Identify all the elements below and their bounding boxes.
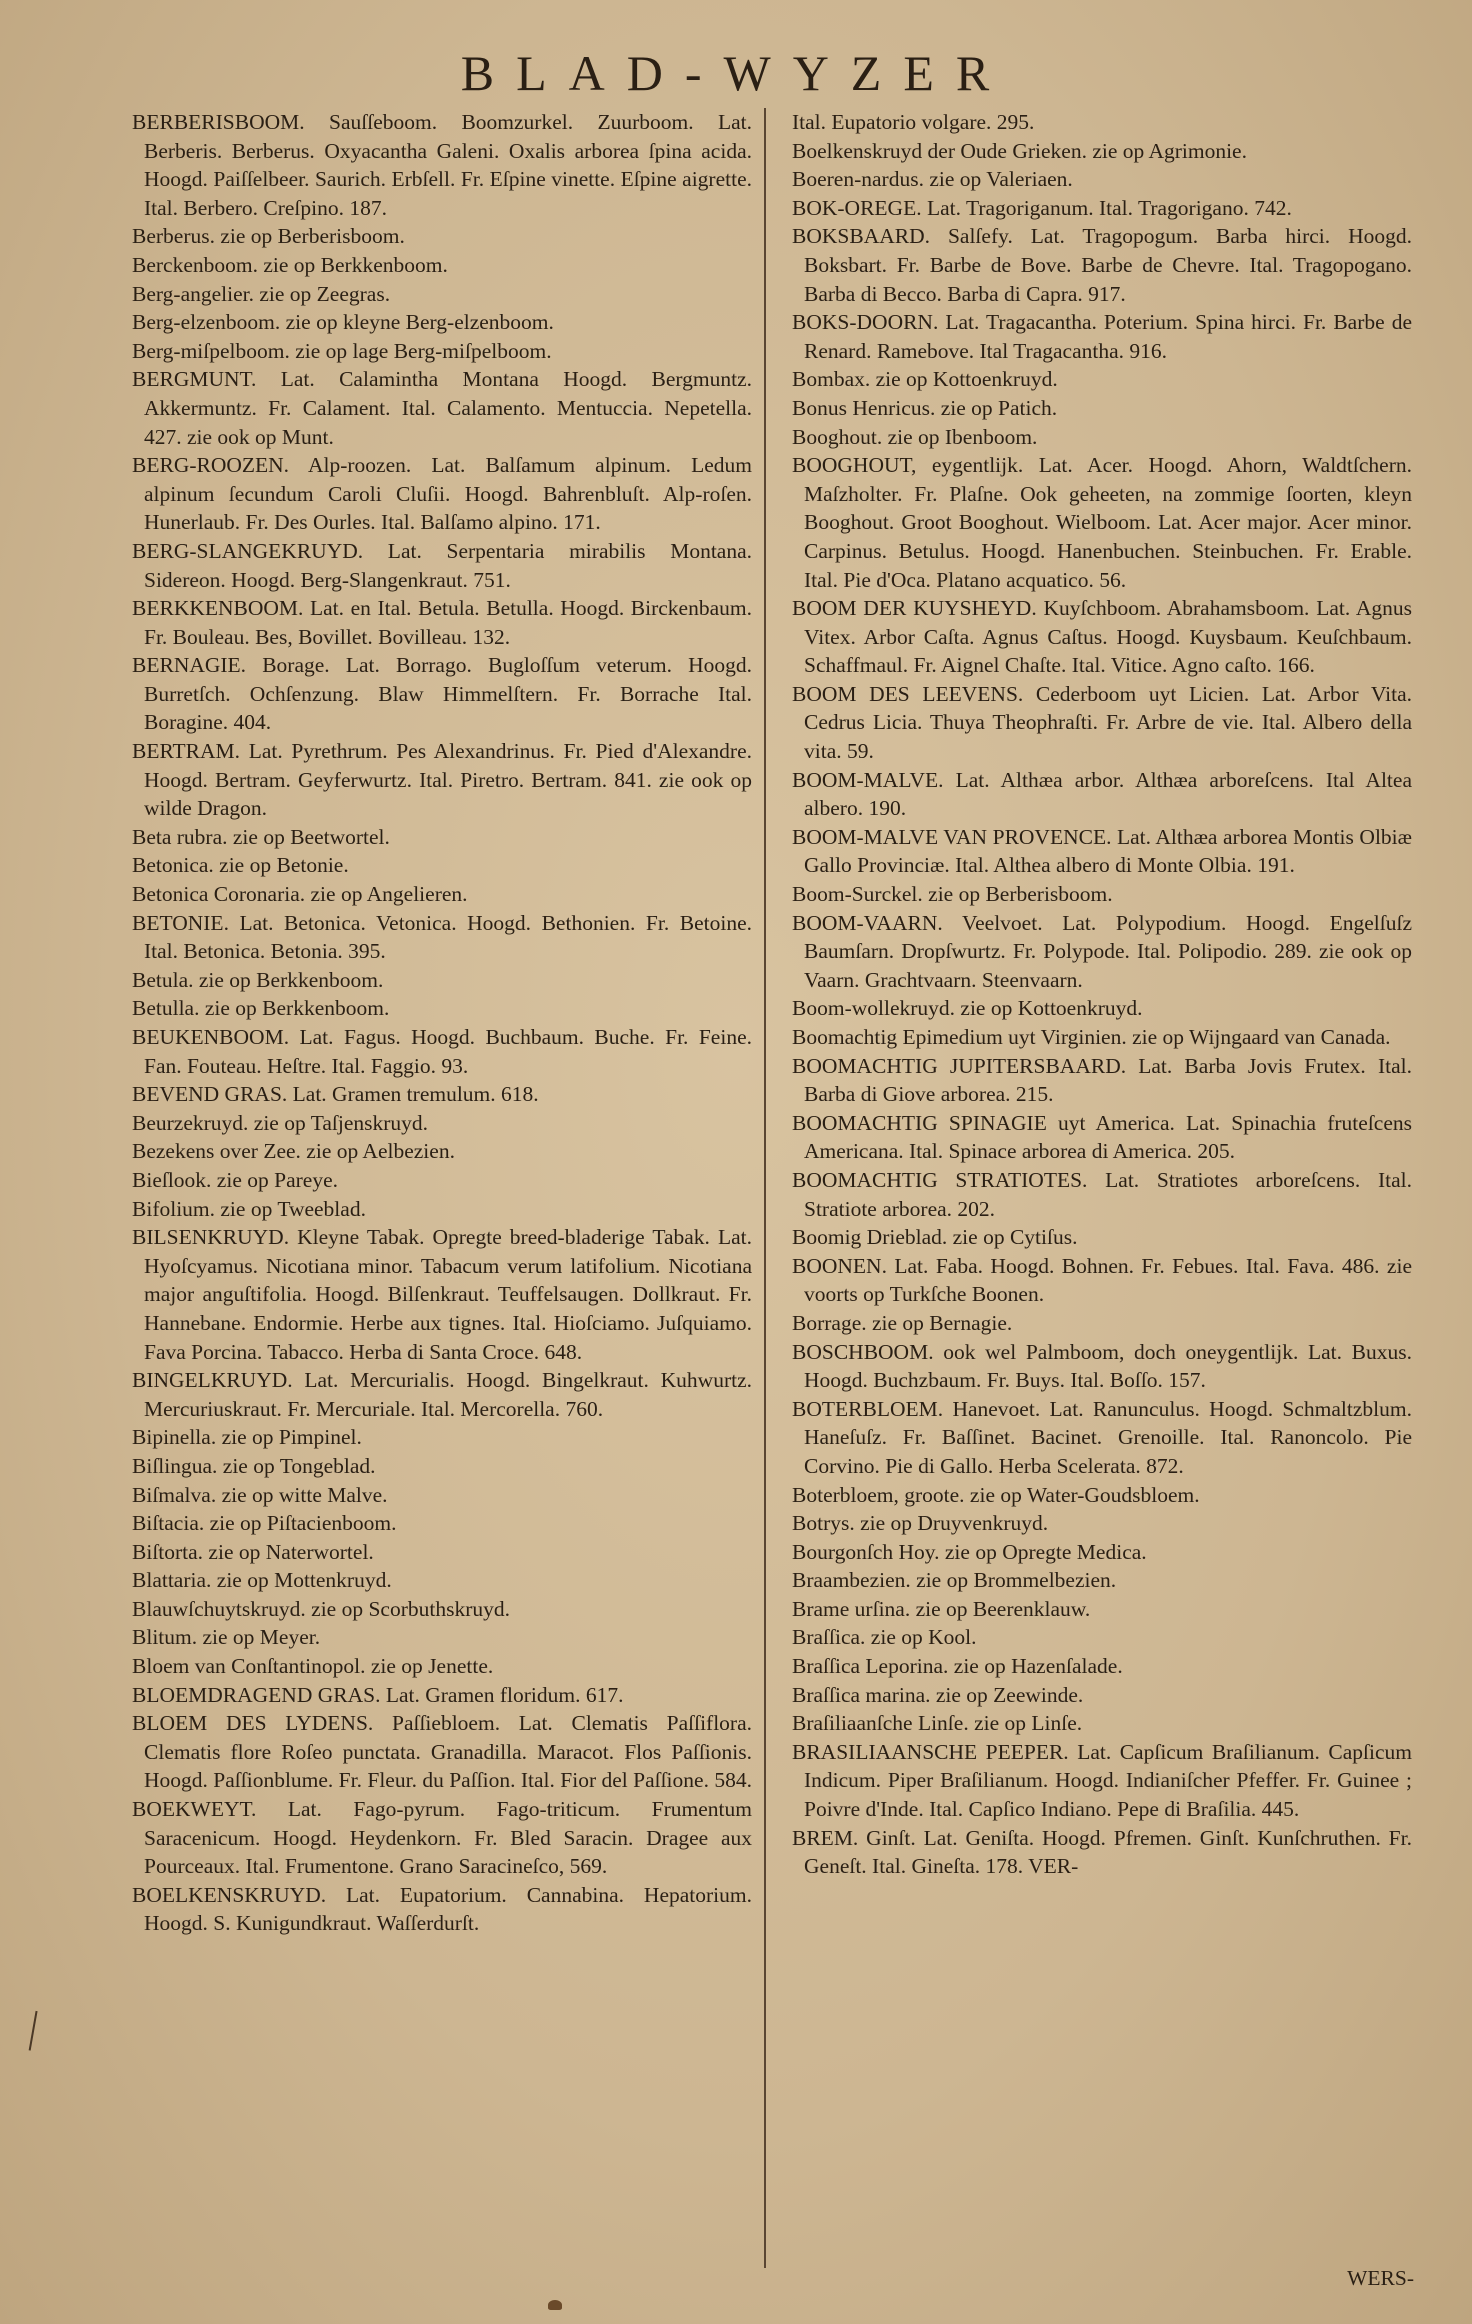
index-entry: Betula. zie op Berkkenboom. [132, 967, 384, 992]
index-entry: Biſtacia. zie op Piſtacienboom. [132, 1511, 397, 1536]
index-entry: BERG-SLANGEKRUYD. Lat. Serpentaria mirabilis Montana. Sidereon. Hoogd. Berg-Slangenkraut. 751. [132, 538, 752, 592]
index-entry: Braambezien. zie op Brommelbezien. [792, 1568, 1117, 1593]
index-entry: BOELKENSKRUYD. Lat. Eupatorium. Cannabina. Hepatorium. Hoogd. S. Kunigundkraut. Waſſerdurſt. [132, 1882, 752, 1936]
index-entry: Betulla. zie op Berkkenboom. [132, 996, 390, 1021]
index-entry: Blitum. zie op Meyer. [132, 1625, 321, 1650]
index-entry: BOKS-DOORN. Lat. Tragacantha. Poterium. Spina hirci. Fr. Barbe de Renard. Ramebove. Ital Tragacantha. 916. [792, 310, 1412, 363]
index-entry: BRASILIAANSCHE PEEPER. Lat. Capſicum Braſilianum. Capſicum Indicum. Piper Braſilianum. Hoogd. Indianiſcher Pfeffer. Fr. Guinee ; Poivre d'Inde. Ital. Capſico Indiano. Pepe di Braſilia. 445. [792, 1739, 1412, 1822]
index-entry: Boterbloem, groote. zie op Water-Goudsbloem. [792, 1482, 1200, 1507]
index-entry: Boom-Surckel. zie op Berberisboom. [792, 882, 1113, 907]
index-entry: Bezekens over Zee. zie op Aelbezien. [132, 1139, 455, 1164]
index-entry: Bieſlook. zie op Pareye. [132, 1167, 338, 1192]
index-entry: Berberus. zie op Berberisboom. [132, 224, 405, 249]
index-entry: BERNAGIE. Borage. Lat. Borrago. Bugloſſum veterum. Hoogd. Burretſch. Ochſenzung. Blaw Himmelſtern. Fr. Borrache Ital. Boragine. 404. [132, 653, 752, 735]
index-entry: BEVEND GRAS. Lat. Gramen tremulum. 618. [132, 1082, 539, 1107]
index-entry: BERBERISBOOM. Sauſſeboom. Boomzurkel. Zuurboom. Lat. Berberis. Berberus. Oxyacantha Galeni. Oxalis arborea ſpina acida. Hoogd. Paiſſelbeer. Saurich. Erbſell. Fr. Eſpine vinette. Eſpine aigrette. Ital. Berbero. Creſpino. 187. [132, 110, 752, 220]
index-entry: Biſtorta. zie op Naterwortel. [132, 1539, 374, 1564]
index-entry: Bifolium. zie op Tweeblad. [132, 1196, 366, 1221]
bottom-ornament [548, 2300, 562, 2310]
index-entry: Beurzekruyd. zie op Taſjenskruyd. [132, 1110, 429, 1135]
index-entry: BOOM-VAARN. Veelvoet. Lat. Polypodium. Hoogd. Engelſuſz Baumſarn. Dropſwurtz. Fr. Polypode. Ital. Polipodio. 289. zie ook op Vaarn. Grachtvaarn. Steenvaarn. [792, 910, 1412, 992]
index-entry: Bloem van Conſtantinopol. zie op Jenette. [132, 1654, 494, 1679]
index-entry: Boom-wollekruyd. zie op Kottoenkruyd. [792, 996, 1143, 1021]
index-entry: Blauwſchuytskruyd. zie op Scorbuthskruyd. [132, 1596, 510, 1621]
index-entry: BERG-ROOZEN. Alp-roozen. Lat. Balſamum alpinum. Ledum alpinum ſecundum Caroli Cluſii. Hoogd. Bahrenbluſt. Alp-roſen. Hunerlaub. Fr. Des Ourles. Ital. Balſamo alpino. 171. [132, 453, 752, 535]
index-entry: Boomig Drieblad. zie op Cytiſus. [792, 1225, 1078, 1250]
index-entry: Borrage. zie op Bernagie. [792, 1310, 1013, 1335]
index-entry: BOOM-MALVE. Lat. Althæa arbor. Althæa arboreſcens. Ital Altea albero. 190. [792, 767, 1412, 821]
index-entry: Bourgonſch Hoy. zie op Opregte Medica. [792, 1539, 1147, 1564]
index-entry: Blattaria. zie op Mottenkruyd. [132, 1568, 392, 1593]
index-entry: BLOEMDRAGEND GRAS. Lat. Gramen floridum. 617. [132, 1682, 624, 1707]
index-entry: BINGELKRUYD. Lat. Mercurialis. Hoogd. Bingelkraut. Kuhwurtz. Mercuriuskraut. Fr. Mercuriale. Ital. Mercorella. 760. [132, 1368, 752, 1421]
index-entry: BOKSBAARD. Salſefy. Lat. Tragopogum. Barba hirci. Hoogd. Boksbart. Fr. Barbe de Bove. Barbe de Chevre. Ital. Tragopogano. Barba di Becco. Barba di Capra. 917. [792, 224, 1412, 306]
page-title: BLAD-WYZER [460, 45, 1012, 101]
index-entry: Bipinella. zie op Pimpinel. [132, 1425, 362, 1450]
margin-pen-mark [29, 2011, 52, 2053]
index-entry: Boeren-nardus. zie op Valeriaen. [792, 167, 1073, 192]
index-entry: BOONEN. Lat. Faba. Hoogd. Bohnen. Fr. Febues. Ital. Fava. 486. zie voorts op Turkſche Boonen. [792, 1253, 1412, 1307]
index-entry: Boelkenskruyd der Oude Grieken. zie op Agrimonie. [792, 138, 1247, 163]
catchword: WERS- [1347, 2266, 1414, 2290]
index-entry: BOOMACHTIG JUPITERSBAARD. Lat. Barba Jovis Frutex. Ital. Barba di Giove arborea. 215. [792, 1053, 1412, 1107]
index-entry: BOEKWEYT. Lat. Fago-pyrum. Fago-triticum. Frumentum Saracenicum. Hoogd. Heydenkorn. Fr. Bled Saracin. Dragee aux Pourceaux. Ital. Frumentone. Grano Saracineſco, 569. [132, 1797, 752, 1879]
index-entry: BILSENKRUYD. Kleyne Tabak. Opregte breed-bladerige Tabak. Lat. Hyoſcyamus. Nicotiana minor. Tabacum verum latifolium. Nicotiana major anguſtifolia. Hoogd. Bilſenkraut. Teuffelsaugen. Dollkraut. Fr. Hannebane. Endormie. Herbe aux tignes. Ital. Hioſciamo. Juſquiamo. Fava Porcina. Tabacco. Herba di Santa Croce. 648. [132, 1225, 752, 1364]
index-entry: BOOMACHTIG STRATIOTES. Lat. Stratiotes arboreſcens. Ital. Stratiote arborea. 202. [792, 1167, 1412, 1221]
index-entry: Bombax. zie op Kottoenkruyd. [792, 367, 1058, 392]
index-entry: Berckenboom. zie op Berkkenboom. [132, 252, 448, 277]
index-entry: BOSCHBOOM. ook wel Palmboom, doch oneygentlijk. Lat. Buxus. Hoogd. Buchzbaum. Fr. Buys. Ital. Boſſo. 157. [792, 1339, 1412, 1393]
index-entry: BERGMUNT. Lat. Calamintha Montana Hoogd. Bergmuntz. Akkermuntz. Fr. Calament. Ital. Calamento. Mentuccia. Nepetella. 427. zie ook op Munt. [132, 367, 752, 449]
index-entry: Berg-elzenboom. zie op kleyne Berg-elzenboom. [132, 310, 554, 335]
index-entry: BERTRAM. Lat. Pyrethrum. Pes Alexandrinus. Fr. Pied d'Alexandre. Hoogd. Bertram. Geyferwurtz. Ital. Piretro. Bertram. 841. zie ook op wilde Dragon. [132, 739, 752, 821]
index-entry: Betonica Coronaria. zie op Angelieren. [132, 882, 468, 907]
index-entry: Betonica. zie op Betonie. [132, 853, 349, 878]
index-entry: Botrys. zie op Druyvenkruyd. [792, 1511, 1049, 1536]
index-entry: BOOGHOUT, eygentlijk. Lat. Acer. Hoogd. Ahorn, Waldtſchern. Maſzholter. Fr. Plaſne. Ook geheeten, na zommige ſoorten, kleyn Booghout. Groot Booghout. Wielboom. Lat. Acer major. Acer minor. Carpinus. Betulus. Hoogd. Hanenbuchen. Steinbuchen. Fr. Erable. Ital. Pie d'Oca. Platano acquatico. 56. [792, 453, 1412, 592]
index-entry: Bonus Henricus. zie op Patich. [792, 395, 1058, 420]
column-divider [764, 108, 766, 2268]
index-entry: BOOM DER KUYSHEYD. Kuyſchboom. Abrahamsboom. Lat. Agnus Vitex. Arbor Caſta. Agnus Caſtus. Hoogd. Kuysbaum. Keuſchbaum. Schaffmaul. Fr. Aignel Chaſte. Ital. Vitice. Agno caſto. 166. [792, 596, 1412, 678]
index-entry: Braſſica. zie op Kool. [792, 1625, 977, 1650]
index-entry: Boomachtig Epimedium uyt Virginien. zie op Wijngaard van Canada. [792, 1025, 1391, 1049]
index-entry: Brame urſina. zie op Beerenklauw. [792, 1596, 1091, 1621]
index-entry: BOTERBLOEM. Hanevoet. Lat. Ranunculus. Hoogd. Schmaltzblum. Haneſuſz. Fr. Baſſinet. Bacinet. Grenoille. Ital. Ranoncolo. Pie Corvino. Pie di Gallo. Herba Scelerata. 872. [792, 1396, 1412, 1478]
left-column [132, 108, 752, 1938]
index-entry: Braſſica marina. zie op Zeewinde. [792, 1682, 1084, 1707]
index-entry: BOOM DES LEEVENS. Cederboom uyt Licien. Lat. Arbor Vita. Cedrus Licia. Thuya Theophraſti. Fr. Arbre de vie. Ital. Albero della vita. 59. [792, 681, 1412, 764]
index-entry: BOOMACHTIG SPINAGIE uyt America. Lat. Spinachia fruteſcens Americana. Ital. Spinace arborea di America. 205. [792, 1110, 1412, 1164]
index-entry: Berg-miſpelboom. zie op lage Berg-miſpelboom. [132, 338, 552, 363]
index-entry: BOOM-MALVE VAN PROVENCE. Lat. Althæa arborea Montis Olbiæ Gallo Provinciæ. Ital. Althea albero di Monte Olbia. 191. [792, 824, 1412, 878]
index-entry: Biſmalva. zie op witte Malve. [132, 1482, 388, 1507]
index-entry: BETONIE. Lat. Betonica. Vetonica. Hoogd. Bethonien. Fr. Betoine. Ital. Betonica. Betonia. 395. [132, 910, 752, 964]
index-entry: Ital. Eupatorio volgare. 295. [792, 110, 1035, 134]
index-entry: Braſſica Leporina. zie op Hazenſalade. [792, 1654, 1123, 1679]
index-entry: Braſiliaanſche Linſe. zie op Linſe. [792, 1711, 1083, 1736]
index-entry: BERKKENBOOM. Lat. en Ital. Betula. Betulla. Hoogd. Birckenbaum. Fr. Bouleau. Bes, Bovillet. Bovilleau. 132. [132, 596, 752, 649]
index-entry: BEUKENBOOM. Lat. Fagus. Hoogd. Buchbaum. Buche. Fr. Feine. Fan. Fouteau. Heſtre. Ital. Faggio. 93. [132, 1025, 752, 1078]
index-entry: BLOEM DES LYDENS. Paſſiebloem. Lat. Clematis Paſſiflora. Clematis flore Roſeo punctata. Granadilla. Maracot. Flos Paſſionis. Hoogd. Paſſionblume. Fr. Fleur. du Paſſion. Ital. Fior del Paſſione. 584. [132, 1711, 752, 1793]
index-entry: BOK-OREGE. Lat. Tragoriganum. Ital. Tragorigano. 742. [792, 195, 1292, 220]
index-entry: Berg-angelier. zie op Zeegras. [132, 281, 391, 306]
index-entry: Booghout. zie op Ibenboom. [792, 424, 1038, 449]
index-entry: Beta rubra. zie op Beetwortel. [132, 824, 390, 849]
index-entry: BREM. Ginſt. Lat. Geniſta. Hoogd. Pfremen. Ginſt. Kunſchruthen. Fr. Geneſt. Ital. Gineſta. 178. VER- [792, 1825, 1412, 1879]
index-entry: Biſlingua. zie op Tongeblad. [132, 1453, 376, 1478]
right-column [792, 108, 1412, 1881]
